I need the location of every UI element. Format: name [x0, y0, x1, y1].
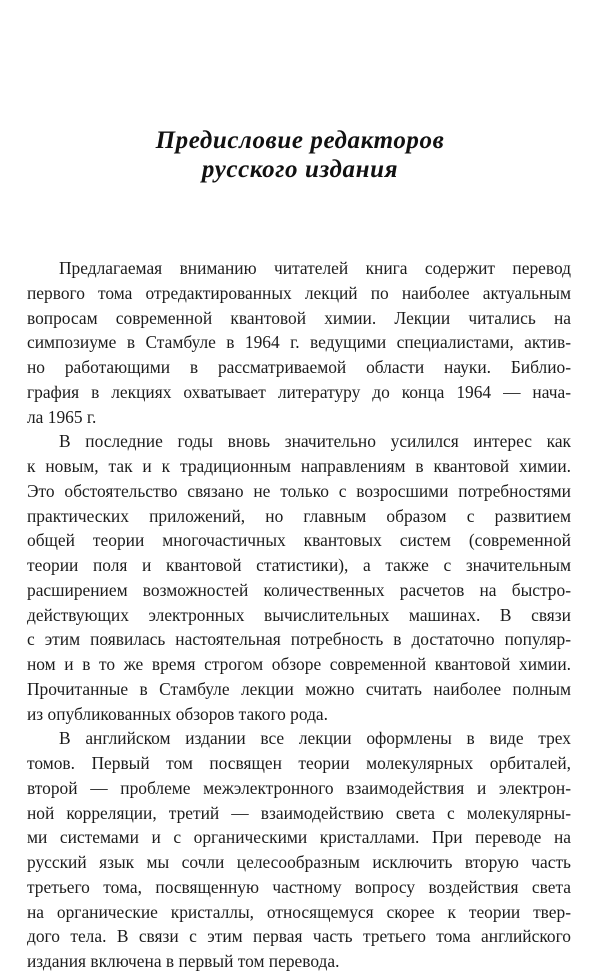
preface-title-line-1: Предисловие редакторов [155, 127, 445, 154]
text-line: графия в лекциях охватывает литературу до конца 1964 — нача- [27, 381, 571, 402]
text-line: томов. Первый том посвящен теории молекулярных орбиталей, [27, 753, 571, 773]
text-line: на органические кристаллы, относящемуся скорее к теории твер- [27, 901, 571, 922]
text-line: действующих электронных вычислительных машинах. В связи [27, 604, 571, 625]
text-line: Это обстоятельство связано не только с возросшими потребностями [27, 480, 571, 501]
text-line: третьего тома, посвященную частному вопросу воздействия света [27, 876, 571, 897]
text-line: ном и в то же время строгом обзоре современной квантовой химии. [27, 654, 571, 674]
text-line: второй — проблеме межэлектронного взаимодействия и электрон- [27, 777, 571, 798]
text-line: к новым, так и к традиционным направлениям в квантовой химии. [27, 456, 571, 476]
text-line: издания включена в первый том перевода. [27, 951, 340, 971]
text-line: первого тома отредактированных лекций по наиболее актуальным [27, 282, 571, 303]
text-line: практических приложений, но главным образом с развитием [27, 505, 571, 526]
preface-title-line-2: русского издания [201, 156, 399, 183]
text-line: из опубликованных обзоров такого рода. [27, 703, 328, 724]
text-line: Предлагаемая вниманию читателей книга содержит перевод [59, 258, 571, 278]
text-line: ной корреляции, третий — взаимодействию света с молекулярны- [27, 802, 571, 823]
text-line: вопросам современной квантовой химии. Лекции читались на [27, 307, 571, 328]
text-line: расширением возможностей количественных расчетов на быстро- [27, 579, 571, 600]
text-line: дого тела. В связи с этим первая часть третьего тома английского [27, 926, 571, 947]
text-line: но работающими в рассматриваемой области науки. Библио- [27, 357, 571, 377]
text-line: В последние годы вновь значительно усилился интерес как [59, 431, 571, 452]
text-line: ми системами и с органическими кристаллами. При переводе на [27, 827, 571, 848]
text-line: ла 1965 г. [27, 406, 97, 427]
text-line: с этим появилась настоятельная потребность в достаточно популяр- [27, 629, 571, 650]
text-line: общей теории многочастичных квантовых систем (современной [27, 530, 571, 551]
text-line: В английском издании все лекции оформлены в виде трех [59, 728, 571, 749]
text-line: русский язык мы сочли целесообразным исключить вторую часть [27, 852, 571, 872]
text-line: Прочитанные в Стамбуле лекции можно считать наиболее полным [27, 678, 571, 699]
text-line: теории поля и квантовой статистики), а также с значительным [27, 555, 571, 575]
text-line: симпозиуме в Стамбуле в 1964 г. ведущими специалистами, актив- [27, 332, 571, 353]
